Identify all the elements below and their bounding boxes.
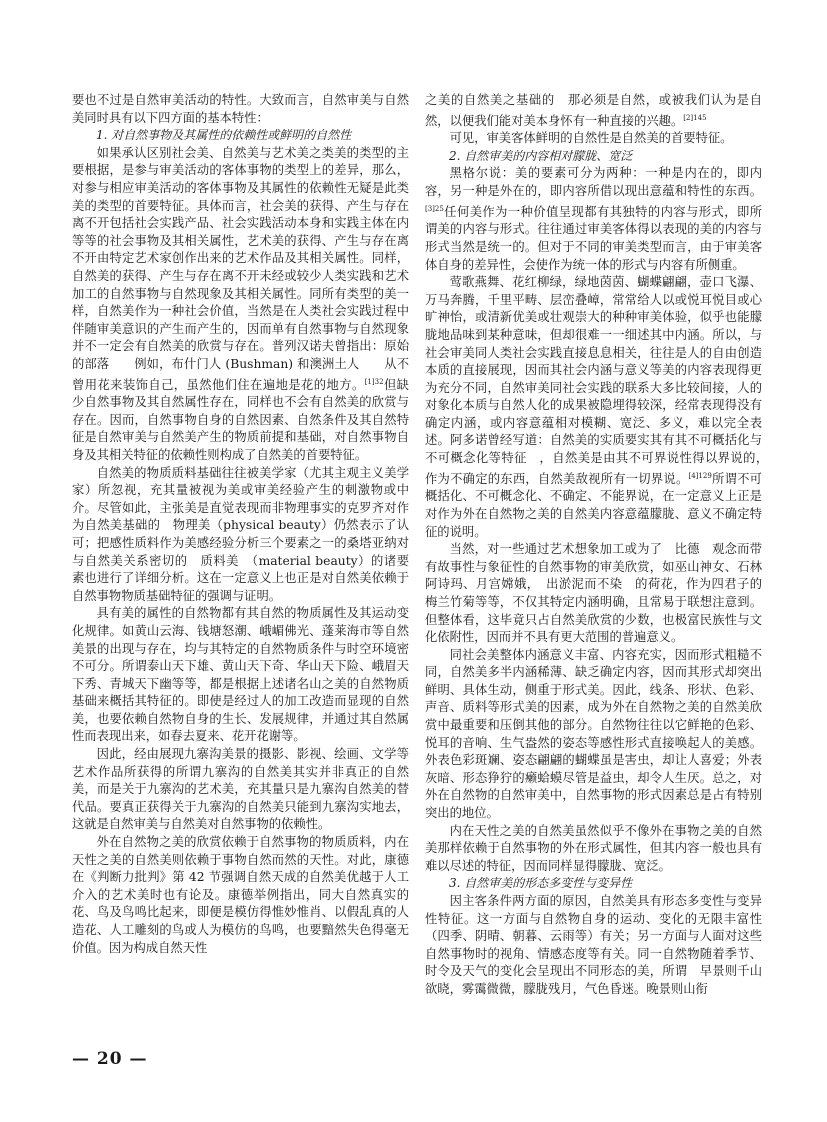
citation-ref: [3]25 <box>425 204 444 213</box>
paragraph <box>425 92 762 130</box>
paragraph: 自然美的物质质料基础往往被美学家（尤其主观主义美学家）所忽视，充其量被视为美或审美经验产生的刺激物或中介。尽管如此，主张美是直觉表现而非物理事实的克罗齐对作为自然美基础的 物理美（physical beauty）仍然表示了认可；把感性质料作为美感经验分析三个要素之一的桑塔亚纳对与自然美关系密切的 质料美 （material beauty）的诸要素也进行了详细分析。这在一定意义上也正是对自然美依赖于自然事物物质基础特征的强调与证明。 <box>72 465 409 603</box>
citation-ref: [4]129 <box>688 471 712 480</box>
section-heading: 2. 自然审美的内容相对朦胧、宽泛 <box>449 148 633 163</box>
citation-ref: [1]32 <box>364 377 384 386</box>
paragraph: 因此，经由展现九寨沟美景的摄影、影视、绘画、文学等艺术作品所获得的所谓九寨沟的自然美其实并非真正的自然美，而是关于九寨沟的艺术美，充其量只是九寨沟自然美的替代品。要真正获得关于九寨沟的自然美只能到九寨沟实地去，这就是自然审美与自然美对自然事物的依赖性。 <box>72 747 409 832</box>
section-heading: 3. 自然审美的形态多变性与变异性 <box>449 876 633 891</box>
right-column <box>425 92 787 1052</box>
paragraph <box>72 145 409 465</box>
paragraph: 可见，审美客体鲜明的自然性是自然美的首要特征。 <box>449 131 733 146</box>
paragraph: 当然，对一些通过艺术想象加工或为了 比德 观念而带有故事性与象征性的自然事物的审美欣赏，如巫山神女、石林阿诗玛、月宫嫦娥， 出淤泥而不染 的荷花，作为四君子的梅兰竹菊等等，不仅其特定内涵明确，且常易于联想注意到。但整体看，这毕竟只占自然美欣赏的少数，也极富民族性与文化依附性，因而并不具有更大范围的普遍意义。 <box>425 542 762 645</box>
paragraph: 要也不过是自然审美活动的特性。大致而言，自然审美与自然美同时具有以下四方面的基本特性： <box>72 93 409 125</box>
paragraph-text: 任何美作为一种价值呈现都有其独特的内容与形式，即所谓美的内容与形式。往往通过审美客体得以表现的美的内容与形式当然是统一的。但对于不同的审美类型而言，由于审美客体自身的差异性，会使作为统一体的形式与内容有所侧重。 <box>425 204 762 272</box>
paragraph-text: 如果承认区别社会美、自然美与艺术美之类美的类型的主要根据，是参与审美活动的客体事物的类型上的差异，那么，对参与相应审美活动的客体事物及其属性的依赖性无疑是此类美的类型的首要特征。具体而言，社会美的获得、产生与存在离不开包括社会实践产品、社会实践活动本身和实践主体在内等等的社会事物及其相关属性，艺术美的获得、产生与存在离不开由特定艺术家创作出来的艺术作品及其相关属性。同样，自然美的获得、产生与存在离不开未经或较少人类实践和艺术加工的自然事物与自然现象及其相关属性。同所有类型的美一样，自然美作为一种社会价值，当然是在人类社会实践过程中伴随审美意识的产生而产生的，因而单有自然事物与自然现象并不一定会有自然美的欣赏与存在。普列汉诺夫曾指出：原始的部落 例如，布什门人 (Bushman) 和澳洲土人 从不曾用花来装饰自己，虽然他们住在遍地是花的地方。 <box>72 145 409 392</box>
paragraph: 内在天性之美的自然美虽然似乎不像外在事物之美的自然美那样依赖于自然事物的外在形式属性，但其内容一般也具有难以尽述的特征，因而同样显得朦胧、宽泛。 <box>425 823 762 873</box>
paragraph-text: 之美的自然美之基础的 那必须是自然，或被我们认为是自然，以便我们能对美本身怀有一种直接的兴趣。 <box>425 93 762 128</box>
page-number: — 20 — <box>72 1049 148 1069</box>
paragraph: 同社会美整体内涵意义丰富、内容充实，因而形式粗糙不同，自然美多半内涵稀薄、缺乏确定内容，因而其形式却突出鲜明、具体生动，侧重于形式美。因此，线条、形状、色彩、声音、质料等形式美的因素，成为外在自然物之美的自然美欣赏中最重要和压倒其他的部分。自然物往往以它鲜艳的色彩、悦耳的音响、生气盎然的姿态等感性形式直接唤起人的美感。外表色彩斑斓、姿态翩翩的蝴蝶虽是害虫，却让人喜爱；外表灰暗、形态狰狞的癞蛤蟆尽管是益虫，却令人生厌。总之，对外在自然物的自然审美中，自然事物的形式因素总是占有特别突出的地位。 <box>425 647 762 821</box>
paragraph-text: 所谓不可概括化、不可概念化、不确定、不能界说，在一定意义上正是对作为外在自然物之美的自然美内容意蕴朦胧、意义不确定特征的说明。 <box>425 471 762 539</box>
paragraph: 外在自然物之美的欣赏依赖于自然事物的物质质料，内在天性之美的自然美则依赖于事物自然而然的天性。对此，康德在《判断力批判》第 42 节强调自然天成的自然美优越于人工介入的艺术美时也有论及。康德举例指出，同大自然真实的花、鸟及鸟鸣比起来，即便是模仿得惟妙惟肖、以假乱真的人造花、人工雕刻的鸟或人为模仿的鸟鸣，也要黯然失色得毫无价值。因为构成自然天性 <box>72 835 409 955</box>
section-heading: 1. 对自然事物及其属性的依赖性或鲜明的自然性 <box>96 128 352 143</box>
paragraph-text: 但缺少自然事物及其自然属性存在，同样也不会有自然美的欣赏与存在。因而，自然事物自身的自然因素、自然条件及其自然特征是自然审美与自然美产生的物质前提和基础，对自然事物自身及其相关特征的依赖性则构成了自然美的首要特征。 <box>72 377 409 462</box>
paragraph: 具有美的属性的自然物都有其自然的物质属性及其运动变化规律。如黄山云海、钱塘怒潮、峨嵋佛光、蓬莱海市等自然美景的出现与存在，均与其特定的自然物质条件与时空环境密不可分。所谓泰山天下雄、黄山天下奇、华山天下险、峨眉天下秀、青城天下幽等等，都是根据上述诸名山之美的自然物质基础来概括其特征的。即使是经过人的加工改造而显现的自然美，也要依赖自然物自身的生长、发展规律，并通过其自然属性而表现出来，如春去夏来、花开花谢等。 <box>72 606 409 744</box>
paragraph: 因主客条件两方面的原因，自然美具有形态多变性与变异性特征。这一方面与自然物自身的运动、变化的无限丰富性（四季、阴晴、朝暮、云雨等）有关；另一方面与人面对这些自然事物时的视角、情感态度等有关。同一自然物随着季节、时令及天气的变化会呈现出不同形态的美，所谓 早景则千山欲晓，雾霭微微，朦胧残月，气色昏迷。晚景则山衔 <box>425 894 762 996</box>
paragraph-text: 黑格尔说：美的要素可分为两种：一种是内在的，即内容，另一种是外在的，即内容所借以现出意蕴和特性的东西。 <box>425 166 762 199</box>
paragraph <box>425 165 762 274</box>
left-column <box>72 92 409 1052</box>
citation-ref: [2]145 <box>683 113 707 122</box>
paragraph <box>425 274 787 541</box>
paragraph-text: 莺歌燕舞、花红柳绿，绿地茵茵、蝴蝶翩翩，壶口飞瀑、万马奔腾，千里平畴、层峦叠嶂，常常给人以或悦耳悦目或心旷神怡，或清新优美或壮观崇大的种种审美体验，似乎也能朦胧地品味到某种意味，但却很难一一细述其中内涵。所以，与社会审美同人类社会实践直接息息相关，往往是人的自由创造本质的直接展现，因而其社会内涵与意义等美的内容表现得更为充分不同，自然审美同社会实践的联系大多比较间接，人的对象化本质与自然人化的成果被隐埋得较深，经常表现得没有确定内涵，或内容意蕴相对模糊、宽泛、多义，难以完全表述。阿多诺曾经写道：自然美的实质要实其有其不可概括化与不可概念化等特征 ，自然美是由其不可界说性得以界说的， 作为不确定的东西，自然美敌视所有一切界说。 <box>425 275 787 486</box>
